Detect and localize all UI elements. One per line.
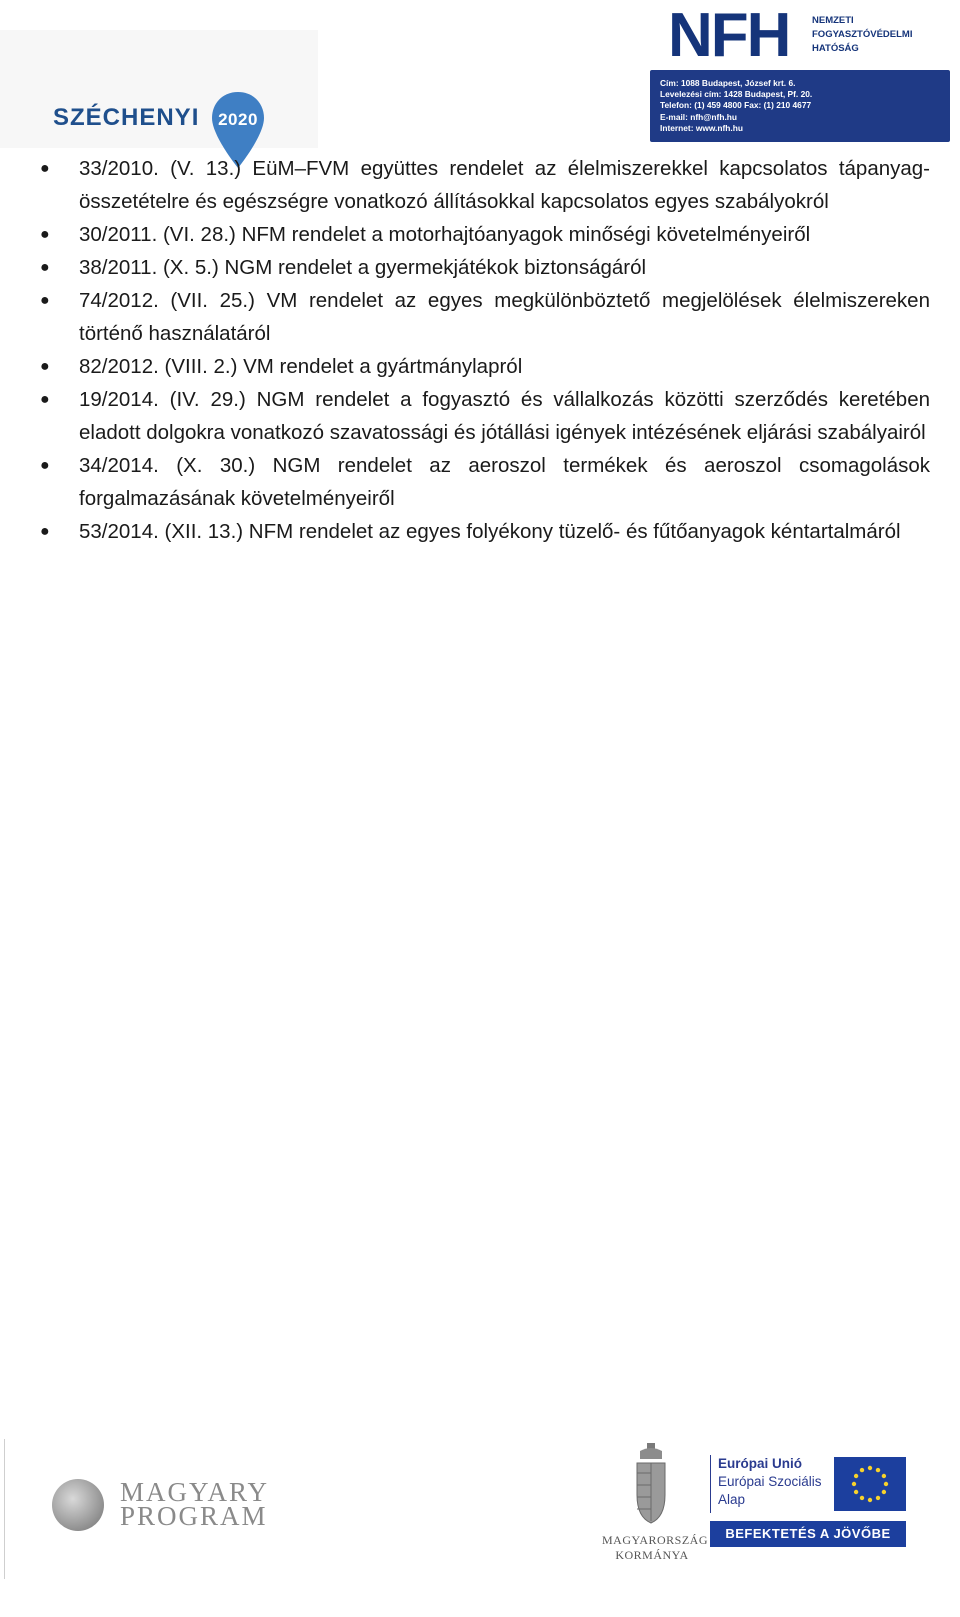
list-item-text: 82/2012. (VIII. 2.) VM rendelet a gyártmánylapról [79,355,523,378]
list-item-text: 30/2011. (VI. 28.) NFM rendelet a motorhajtóanyagok minőségi követelményeiről [79,223,811,246]
nfh-contact-line: E-mail: nfh@nfh.hu [660,111,738,122]
nfh-contact-line: Cím: 1088 Budapest, József krt. 6. [660,78,796,88]
nfh-logo-letters: NFH [668,1,790,70]
bullet-icon: ● [40,358,50,375]
eu-social-fund-logo [710,1455,906,1575]
szechenyi-logo-year: 2020 [218,110,258,129]
nfh-logo-name [812,14,912,56]
document-body [0,152,960,548]
nfh-contact-box [650,70,950,142]
eu-slogan-banner: BEFEKTETÉS A JÖVŐBE [710,1521,906,1547]
magyary-logo-line2: PROGRAM [120,1501,268,1531]
list-item-text: 74/2012. (VII. 25.) VM rendelet az egyes megkülönböztető megjelölések élelmiszereken történő használatáról [79,289,930,345]
nfh-logo-top [650,0,950,70]
bullet-icon: ● [40,160,50,177]
government-logo-line2: KORMÁNYA [615,1548,689,1562]
eu-logo-divider [710,1455,711,1513]
list-item [0,152,960,218]
page-header [0,0,960,150]
list-item-text: 33/2010. (V. 13.) EüM–FVM együttes rendelet az élelmiszerekkel kapcsolatos tápanyag-összetételre és egészségre vonatkozó állításokkal kapcsolatos egyes szabályokról [79,157,930,213]
footer-divider [4,1439,5,1579]
bullet-icon: ● [40,259,50,276]
list-item-text: 53/2014. (XII. 13.) NFM rendelet az egyes folyékony tüzelő- és fűtőanyagok kéntartalmáról [79,520,901,543]
list-item [0,449,960,515]
nfh-contact-line: Internet: www.nfh.hu [660,122,743,133]
nfh-contact-info [660,78,812,134]
government-logo-line1: MAGYARORSZÁG [602,1533,709,1547]
list-item [0,515,960,548]
nfh-logo [650,0,950,150]
list-item [0,251,960,284]
nfh-contact-line: Levelezési cím: 1428 Budapest, Pf. 20. [660,89,813,100]
page-footer [0,1425,960,1615]
magyary-portrait-icon [52,1479,104,1531]
magyary-program-logo [52,1477,270,1549]
bullet-icon: ● [40,457,50,474]
nfh-name-line: HATÓSÁG [812,43,859,54]
bullet-icon: ● [40,292,50,309]
list-item [0,284,960,350]
government-logo-text [602,1533,709,1563]
eu-logo-line1: Európai Unió [718,1456,802,1471]
bullet-icon: ● [40,523,50,540]
list-item [0,383,960,449]
szechenyi-logo-text: SZÉCHENYI [53,104,200,131]
list-item [0,350,960,383]
coat-of-arms-icon [634,1443,668,1525]
nfh-contact-line: Telefon: (1) 459 4800 Fax: (1) 210 4677 [660,100,812,111]
list-item-text: 34/2014. (X. 30.) NGM rendelet az aeroszol termékek és aeroszol csomagolások forgalmazásának követelményeiről [79,454,930,510]
nfh-name-line: NEMZETI [812,15,854,26]
regulation-list [0,152,960,548]
eu-logo-line2: Európai Szociális [718,1474,822,1489]
szechenyi-2020-logo [0,30,318,148]
bullet-icon: ● [40,391,50,408]
list-item-text: 38/2011. (X. 5.) NGM rendelet a gyermekjátékok biztonságáról [79,256,647,279]
eu-logo-text [718,1455,822,1509]
bullet-icon: ● [40,226,50,243]
list-item [0,218,960,251]
nfh-name-line: FOGYASZTÓVÉDELMI [812,29,913,40]
eu-flag-icon [834,1457,906,1511]
magyary-logo-line1: MAGYARY [120,1477,270,1507]
hungarian-government-logo [602,1443,709,1573]
eu-logo-line3: Alap [718,1492,746,1507]
list-item-text: 19/2014. (IV. 29.) NGM rendelet a fogyasztó és vállalkozás közötti szerződés keretében eladott dolgokra vonatkozó szavatossági és jótállási igények intézésének eljárási szabályairól [79,388,930,444]
